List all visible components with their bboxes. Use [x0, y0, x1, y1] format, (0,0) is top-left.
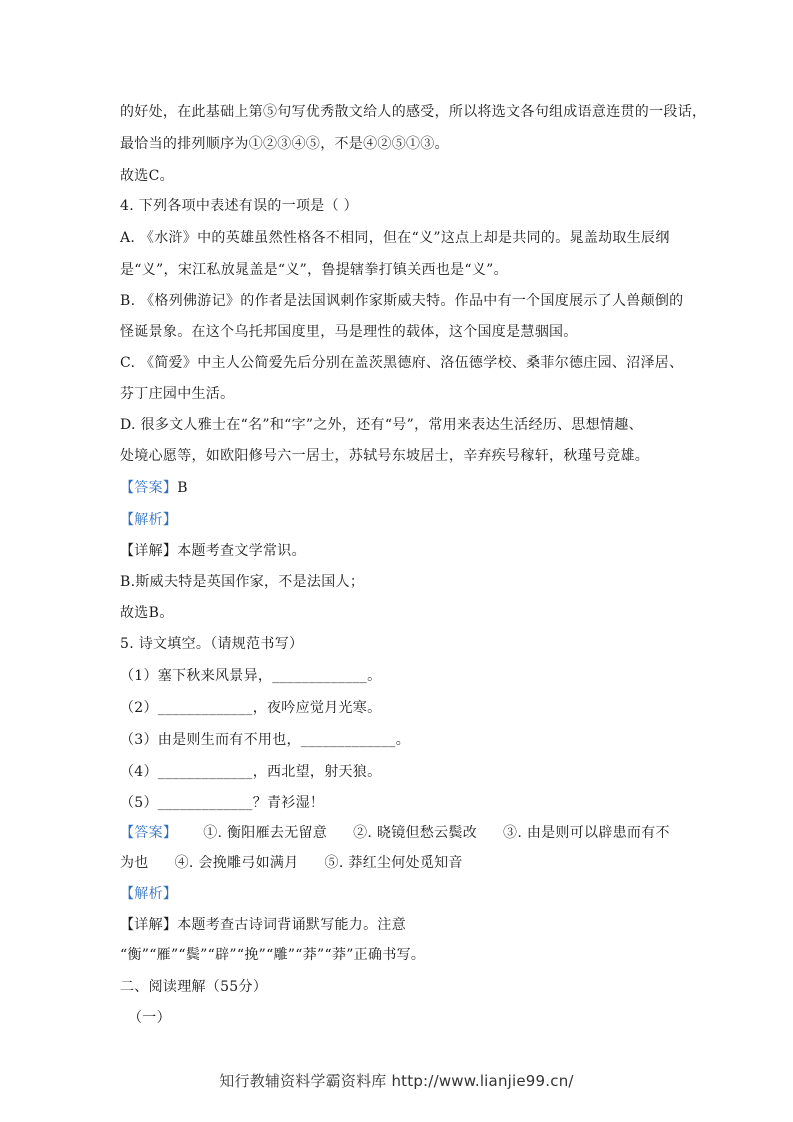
answer-value: B: [177, 480, 188, 496]
page-footer: 知行教辅资料学霸资料库 http://www.lianjie99.cn/: [219, 1072, 574, 1090]
detail-line: [120, 541, 306, 561]
answer-part: ①. 衡阳雁去无留意: [203, 825, 328, 841]
option-a-line: 是“义”，宋江私放晁盖是“义”，鲁提辖拳打镇关西也是“义”。: [120, 262, 508, 278]
question-4: 4. 下列各项中表述有误的一项是（ ）: [120, 198, 358, 214]
answer-tag: 【答案】: [120, 480, 178, 496]
detail-text: 本题考查文学常识。: [177, 543, 306, 559]
detail-tag: 【详解】: [120, 543, 178, 559]
option-c-line: 芬丁庄园中生活。: [120, 386, 235, 402]
answer-tag: 【答案】: [120, 825, 178, 841]
text-line: 最恰当的排列顺序为①②③④⑤，不是④②⑤①③。: [120, 136, 449, 152]
detail-text: 本题考查古诗词背诵默写能力。注意: [177, 917, 407, 933]
answer-part: ⑤. 莽红尘何处觅知音: [324, 855, 463, 871]
option-b-line: B. 《格列佛游记》的作者是法国讽刺作家斯威夫特。作品中有一个国度展示了人兽颠倒的: [120, 293, 684, 309]
analysis-tag: 【解析】: [120, 512, 178, 528]
fill-blank-2: （2）_____________，夜吟应觉月光寒。: [120, 700, 382, 716]
fill-blank-5: （5）_____________？青衫湿！: [120, 795, 325, 811]
answer-part: ④. 会挽雕弓如满月: [174, 855, 299, 871]
text-line: 的好处，在此基础上第⑤句写优秀散文给人的感受，所以将选文各句组成语意连贯的一段话，: [120, 104, 707, 120]
detail-line: [120, 915, 406, 935]
text-line: 故选C。: [120, 168, 174, 184]
answer-part: ②. 晓镜但愁云鬓改: [353, 825, 478, 841]
answer-5-line-2: [120, 853, 463, 873]
fill-blank-4: （4）_____________，西北望，射天狼。: [120, 764, 382, 780]
option-a-line: A. 《水浒》中的英雄虽然性格各不相同，但在“义”这点上却是共同的。晁盖劫取生辰纲: [120, 230, 670, 246]
fill-blank-3: （3）由是则生而有不用也，_____________。: [120, 732, 411, 748]
answer-5-line-1: [120, 823, 670, 843]
answer-part: 为也: [120, 855, 149, 871]
answer-4: [120, 478, 188, 498]
fill-blank-1: （1）塞下秋来风景异，_____________。: [120, 668, 382, 684]
option-d-line: 处境心愿等，如欧阳修号六一居士，苏轼号东坡居士，辛弃疾号稼轩，秋瑾号竞雄。: [120, 448, 650, 464]
option-d-line: D. 很多文人雅士在“名”和“字”之外，还有“号”，常用来表达生活经历、思想情趣、: [120, 417, 643, 433]
analysis-tag: 【解析】: [120, 886, 178, 902]
option-b-line: 怪诞景象。在这个乌托邦国度里，马是理性的载体，这个国度是慧骃国。: [120, 324, 578, 340]
text-line: B.斯威夫特是英国作家，不是法国人；: [120, 574, 365, 590]
text-line: 故选B。: [120, 605, 174, 621]
question-5: 5. 诗文填空。（请规范书写）: [120, 636, 304, 652]
text-line: “衡”“雁”“鬓”“辟”“挽”“雕”“莽”“莽”正确书写。: [120, 947, 426, 963]
section-heading: 二、阅读理解（55分）: [120, 979, 268, 995]
answer-part: ③. 由是则可以辟患而有不: [503, 825, 670, 841]
option-c-line: C. 《简爱》中主人公简爱先后分别在盖茨黑德府、洛伍德学校、桑菲尔德庄园、沼泽居、: [120, 355, 684, 371]
detail-tag: 【详解】: [120, 917, 178, 933]
subsection-heading: （一）: [128, 1010, 171, 1026]
